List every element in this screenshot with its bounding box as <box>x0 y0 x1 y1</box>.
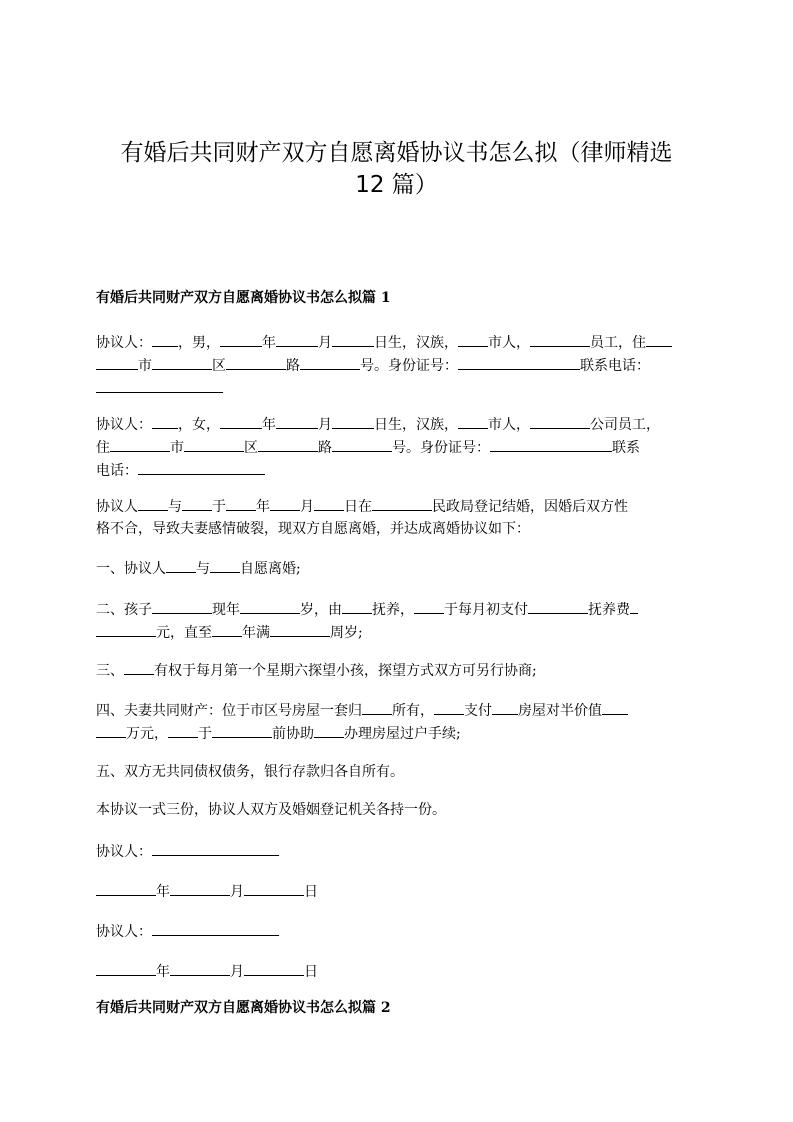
clause-5: 五、双方无共同债权债务，银行存款归各自所有。 <box>96 764 404 780</box>
blank-field[interactable] <box>226 495 256 511</box>
blank-field[interactable] <box>210 557 240 573</box>
title-line-2: 12 篇） <box>355 172 438 198</box>
blank-field[interactable] <box>372 495 432 511</box>
text-fragment: 与 <box>168 499 182 515</box>
text-fragment: 市 <box>170 440 184 456</box>
text-fragment: 支付 <box>464 703 492 719</box>
blank-field[interactable] <box>220 413 262 429</box>
text-fragment: 日 <box>304 964 318 980</box>
blank-field[interactable] <box>458 413 488 429</box>
blank-field[interactable] <box>258 436 318 452</box>
id-number-blank[interactable] <box>490 436 612 452</box>
text-fragment: 路 <box>318 440 332 456</box>
text-fragment: 于每月初支付 <box>444 602 528 618</box>
blank-field[interactable] <box>646 331 672 347</box>
blank-field[interactable] <box>630 598 638 614</box>
day-blank[interactable] <box>244 880 304 896</box>
text-fragment: 市人， <box>488 335 530 351</box>
text-fragment: 现年 <box>212 602 240 618</box>
blank-field[interactable] <box>270 495 300 511</box>
text-fragment: 抚养， <box>372 602 414 618</box>
blank-field[interactable] <box>110 436 170 452</box>
text-fragment: 月 <box>318 335 332 351</box>
blank-field[interactable] <box>332 436 392 452</box>
blank-field[interactable] <box>332 413 374 429</box>
text-fragment: 年 <box>256 499 270 515</box>
blank-field[interactable] <box>152 354 212 370</box>
year-blank[interactable] <box>96 960 156 976</box>
blank-field[interactable] <box>276 413 318 429</box>
copies-statement: 本协议一式三份，协议人双方及婚姻登记机关各持一份。 <box>96 802 446 818</box>
month-blank[interactable] <box>170 880 230 896</box>
blank-field[interactable] <box>96 722 126 738</box>
text-fragment: 月 <box>230 964 244 980</box>
text-fragment: 年满 <box>242 625 270 641</box>
blank-field[interactable] <box>96 354 138 370</box>
text-fragment: 联系电话： <box>580 358 650 374</box>
text-fragment: 自愿离婚; <box>240 561 301 577</box>
text-fragment: 抚养费 <box>588 602 630 618</box>
blank-field[interactable] <box>166 557 196 573</box>
blank-field[interactable] <box>212 621 242 637</box>
text-fragment: 联系 <box>612 440 640 456</box>
text-fragment: 员工，住 <box>590 335 646 351</box>
party-1-label: 协议人： <box>96 335 152 351</box>
signature-blank[interactable] <box>152 920 279 936</box>
party-2-paragraph <box>96 413 696 482</box>
text-fragment: 三、 <box>96 663 124 679</box>
text-fragment: 区 <box>212 358 226 374</box>
year-blank[interactable] <box>96 880 156 896</box>
text-fragment: ，女， <box>178 417 220 433</box>
text-fragment: 年 <box>262 417 276 433</box>
signature-line-2 <box>96 920 696 943</box>
text-fragment: 万元， <box>126 726 168 742</box>
text-fragment: 日生，汉族， <box>374 335 458 351</box>
blank-field[interactable] <box>332 331 374 347</box>
text-fragment: 区 <box>244 440 258 456</box>
text-fragment: 电话： <box>96 463 138 479</box>
signature-label: 协议人： <box>96 844 152 860</box>
id-number-blank[interactable] <box>458 354 580 370</box>
text-fragment: 号。身份证号： <box>392 440 490 456</box>
blank-field[interactable] <box>530 413 590 429</box>
text-fragment: 岁，由 <box>300 602 342 618</box>
day-blank[interactable] <box>244 960 304 976</box>
blank-field[interactable] <box>458 331 488 347</box>
clause-1 <box>96 557 696 580</box>
party-1-paragraph <box>96 331 696 400</box>
text-fragment: 二、孩子 <box>96 602 152 618</box>
text-fragment: 号。身份证号： <box>360 358 458 374</box>
blank-field[interactable] <box>314 722 344 738</box>
blank-field[interactable] <box>124 659 154 675</box>
text-fragment: 月 <box>300 499 314 515</box>
blank-field[interactable] <box>276 331 318 347</box>
text-fragment: 年 <box>156 884 170 900</box>
text-fragment: 房屋对半价值 <box>518 703 602 719</box>
blank-field[interactable] <box>492 699 518 715</box>
text-fragment: 路 <box>286 358 300 374</box>
text-fragment: 月 <box>318 417 332 433</box>
clause-3 <box>96 659 696 682</box>
text-fragment: 月 <box>230 884 244 900</box>
phone-blank[interactable] <box>138 459 265 475</box>
section-1-heading: 有婚后共同财产双方自愿离婚协议书怎么拟篇 1 <box>96 290 391 306</box>
clause-2 <box>96 598 696 644</box>
signature-blank[interactable] <box>152 840 279 856</box>
blank-field[interactable] <box>240 598 300 614</box>
blank-field[interactable] <box>182 495 212 511</box>
month-blank[interactable] <box>170 960 230 976</box>
blank-field[interactable] <box>602 699 628 715</box>
blank-field[interactable] <box>270 621 330 637</box>
text-fragment: 市人， <box>488 417 530 433</box>
text-fragment: 与 <box>196 561 210 577</box>
text-fragment: 前协助 <box>272 726 314 742</box>
blank-field[interactable] <box>96 621 156 637</box>
blank-field[interactable] <box>184 436 244 452</box>
phone-blank[interactable] <box>96 377 223 393</box>
blank-field[interactable] <box>152 598 212 614</box>
blank-field[interactable] <box>414 598 444 614</box>
text-fragment: 日 <box>304 884 318 900</box>
date-line-1 <box>96 880 696 903</box>
signature-label: 协议人： <box>96 924 152 940</box>
text-fragment: 元，直至 <box>156 625 212 641</box>
blank-field[interactable] <box>226 354 286 370</box>
blank-field[interactable] <box>530 331 590 347</box>
blank-field[interactable] <box>152 331 178 347</box>
text-fragment: 周岁; <box>330 625 363 641</box>
text-fragment: 一、协议人 <box>96 561 166 577</box>
blank-field[interactable] <box>434 699 464 715</box>
blank-field[interactable] <box>212 722 272 738</box>
date-line-2 <box>96 960 696 983</box>
blank-field[interactable] <box>362 699 392 715</box>
blank-field[interactable] <box>300 354 360 370</box>
blank-field[interactable] <box>168 722 198 738</box>
text-fragment: 市 <box>138 358 152 374</box>
title-line-1: 有婚后共同财产双方自愿离婚协议书怎么拟（律师精选 <box>120 140 673 166</box>
document-title <box>80 137 713 201</box>
party-2-label: 协议人： <box>96 417 152 433</box>
text-fragment: ，男， <box>178 335 220 351</box>
text-fragment: 民政局登记结婚，因婚后双方性 <box>432 499 628 515</box>
text-fragment: 于 <box>198 726 212 742</box>
text-fragment: 协议人 <box>96 499 138 515</box>
blank-field[interactable] <box>314 495 344 511</box>
clause-4 <box>96 699 696 745</box>
text-fragment: 年 <box>156 964 170 980</box>
text-fragment: 有权于每月第一个星期六探望小孩，探望方式双方可另行协商; <box>154 663 537 679</box>
blank-field[interactable] <box>220 331 262 347</box>
intro-paragraph <box>96 495 696 540</box>
text-fragment: 年 <box>262 335 276 351</box>
text-fragment: 住 <box>96 440 110 456</box>
text-fragment: 四、夫妻共同财产：位于市区号房屋一套归 <box>96 703 362 719</box>
text-fragment: 日生，汉族， <box>374 417 458 433</box>
blank-field[interactable] <box>138 495 168 511</box>
text-fragment: 所有， <box>392 703 434 719</box>
text-fragment: 于 <box>212 499 226 515</box>
blank-field[interactable] <box>152 413 178 429</box>
text-fragment: 办理房屋过户手续; <box>344 726 461 742</box>
blank-field[interactable] <box>342 598 372 614</box>
text-fragment: 格不合，导致夫妻感情破裂，现双方自愿离婚，并达成离婚协议如下： <box>96 521 530 537</box>
signature-line-1 <box>96 840 696 863</box>
blank-field[interactable] <box>528 598 588 614</box>
text-fragment: 公司员工， <box>590 417 660 433</box>
section-2-heading: 有婚后共同财产双方自愿离婚协议书怎么拟篇 2 <box>96 1000 391 1016</box>
text-fragment: 日在 <box>344 499 372 515</box>
